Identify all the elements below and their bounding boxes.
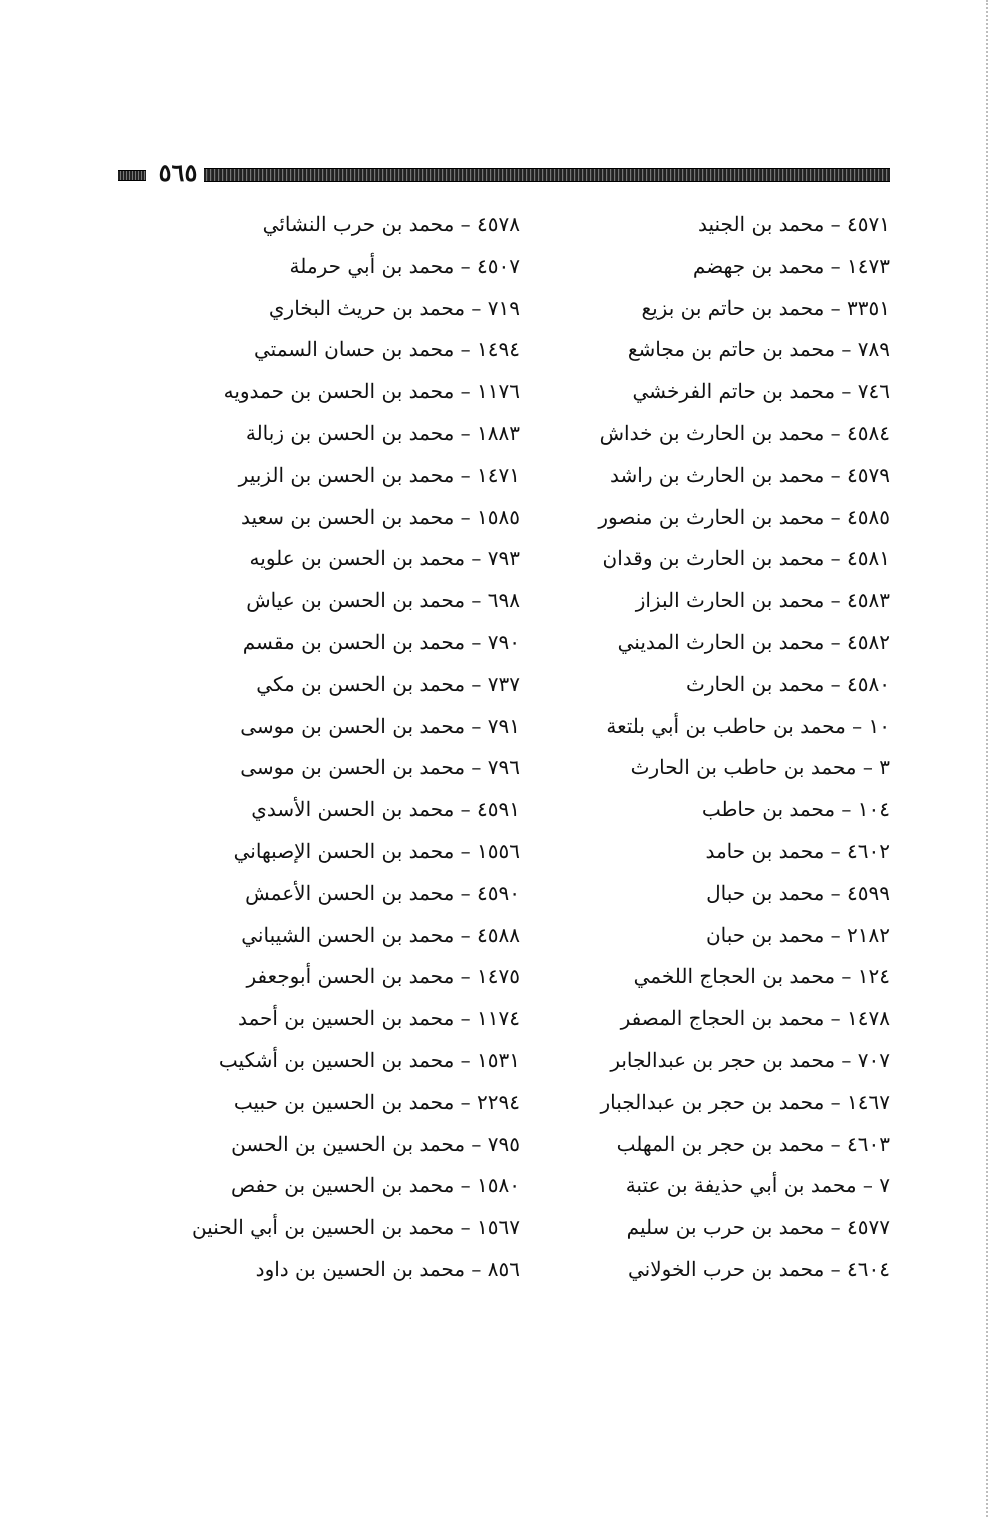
- index-entry: ٤٥٨٨ – محمد بن الحسن الشيباني: [241, 922, 520, 947]
- index-entry: ١٥٦٧ – محمد بن الحسين بن أبي الحنين: [191, 1215, 520, 1240]
- index-entry: ٤٥٨٥ – محمد بن الحارث بن منصور: [598, 504, 890, 529]
- index-entry: ٧٩٣ – محمد بن الحسن بن علويه: [249, 546, 520, 571]
- index-entry: ٨٥٦ – محمد بن الحسين بن داود: [255, 1256, 520, 1281]
- index-entry: ١٤٩٤ – محمد بن حسان السمتي: [254, 337, 520, 362]
- page-edge-dots: [986, 0, 988, 1517]
- index-entry: ٤٥٩١ – محمد بن الحسن الأسدي: [251, 797, 520, 822]
- index-entry: ٧٨٩ – محمد بن حاتم بن مجاشع: [627, 337, 890, 362]
- index-entry: ٧٠٧ – محمد بن حجر بن عبدالجابر: [610, 1047, 890, 1072]
- index-entry: ١٤٧١ – محمد بن الحسن بن الزبير: [238, 462, 520, 487]
- index-entry: ٤٥٧٨ – محمد بن حرب النشائي: [262, 212, 520, 236]
- page-header: [118, 158, 890, 187]
- right-column: [530, 204, 890, 1294]
- index-entry: ٣٣٥١ – محمد بن حاتم بن بزيع: [641, 295, 890, 320]
- index-entry: ١٠ – محمد بن حاطب بن أبي بلتعة: [606, 713, 890, 738]
- header-ornament-stub: [118, 170, 146, 181]
- index-entry: ٧٩١ – محمد بن الحسن بن موسى: [240, 713, 520, 738]
- index-entry: ١٤٧٨ – محمد بن الحجاج المصفر: [620, 1006, 890, 1031]
- index-entry: ٤٦٠٤ – محمد بن حرب الخولاني: [628, 1256, 890, 1281]
- index-entry: ١٤٦٧ – محمد بن حجر بن عبدالجبار: [600, 1089, 890, 1114]
- index-entry: ٤٥٩٩ – محمد بن حبال: [706, 880, 890, 905]
- index-entry: ٤٥٨٤ – محمد بن الحارث بن خداش: [599, 420, 890, 445]
- index-entry: ٢١٨٢ – محمد بن حبان: [705, 922, 890, 947]
- index-entry: ٤٥٨٢ – محمد بن الحارث المديني: [617, 629, 890, 654]
- index-entry: ٧٩٦ – محمد بن الحسن بن موسى: [240, 755, 520, 780]
- index-entry: ٤٥٧٧ – محمد بن حرب بن سليم: [626, 1215, 890, 1240]
- index-entry: ١٥٨٥ – محمد بن الحسن بن سعيد: [241, 504, 520, 529]
- index-entry: ٤٥٨٣ – محمد بن الحارث البزاز: [635, 588, 890, 613]
- index-entry: ٧ – محمد بن أبي حذيفة بن عتبة: [625, 1173, 890, 1198]
- index-entry: ٤٥٧٩ – محمد بن الحارث بن راشد: [610, 462, 890, 487]
- header-ornament-rule: [204, 168, 890, 182]
- index-entry: ١٥٣١ – محمد بن الحسين بن أشكيب: [218, 1047, 520, 1072]
- index-entry: ٧٣٧ – محمد بن الحسن بن مكي: [256, 671, 520, 696]
- index-entry: ٧٩٥ – محمد بن الحسين بن الحسن: [231, 1131, 520, 1156]
- index-entry: ٤٥٠٧ – محمد بن أبي حرملة: [289, 253, 520, 278]
- index-entry: ٤٦٠٣ – محمد بن حجر بن المهلب: [616, 1131, 890, 1156]
- index-entry: ٧٩٠ – محمد بن الحسن بن مقسم: [242, 629, 520, 654]
- index-entry: ٧٤٦ – محمد بن حاتم الفرخشي: [632, 379, 890, 404]
- index-entry: ٢٢٩٤ – محمد بن الحسين بن حبيب: [233, 1089, 520, 1114]
- index-entry: ٤٥٨٠ – محمد بن الحارث: [685, 671, 890, 696]
- left-column: [160, 204, 520, 1294]
- page-number: ٥٦٥: [158, 158, 198, 187]
- index-columns: [160, 204, 890, 1294]
- index-entry: ١٠٤ – محمد بن حاطب: [701, 797, 890, 822]
- index-entry: ٧١٩ – محمد بن حريث البخاري: [268, 295, 520, 320]
- index-entry: ٤٥٨١ – محمد بن الحارث بن وقدان: [602, 546, 890, 571]
- index-entry: ١٥٥٦ – محمد بن الحسن الإصبهاني: [233, 838, 520, 863]
- index-entry: ١١٧٦ – محمد بن الحسن بن حمدويه: [223, 379, 520, 404]
- index-entry: ٣ – محمد بن حاطب بن الحارث: [630, 755, 890, 780]
- index-entry: ١٤٧٣ – محمد بن جهضم: [692, 253, 890, 278]
- index-entry: ٤٦٠٢ – محمد بن حامد: [705, 838, 890, 863]
- index-entry: ١٢٤ – محمد بن الحجاج اللخمي: [633, 964, 890, 989]
- index-entry: ٦٩٨ – محمد بن الحسن بن عياش: [246, 588, 520, 613]
- index-entry: ٤٥٧١ – محمد بن الجنيد: [697, 212, 890, 236]
- index-entry: ١٥٨٠ – محمد بن الحسين بن حفص: [230, 1173, 520, 1198]
- index-entry: ٤٥٩٠ – محمد بن الحسن الأعمش: [245, 880, 520, 905]
- index-entry: ١١٧٤ – محمد بن الحسين بن أحمد: [237, 1006, 520, 1031]
- index-entry: ١٨٨٣ – محمد بن الحسن بن زبالة: [245, 420, 520, 445]
- index-entry: ١٤٧٥ – محمد بن الحسن أبوجعفر: [246, 964, 520, 989]
